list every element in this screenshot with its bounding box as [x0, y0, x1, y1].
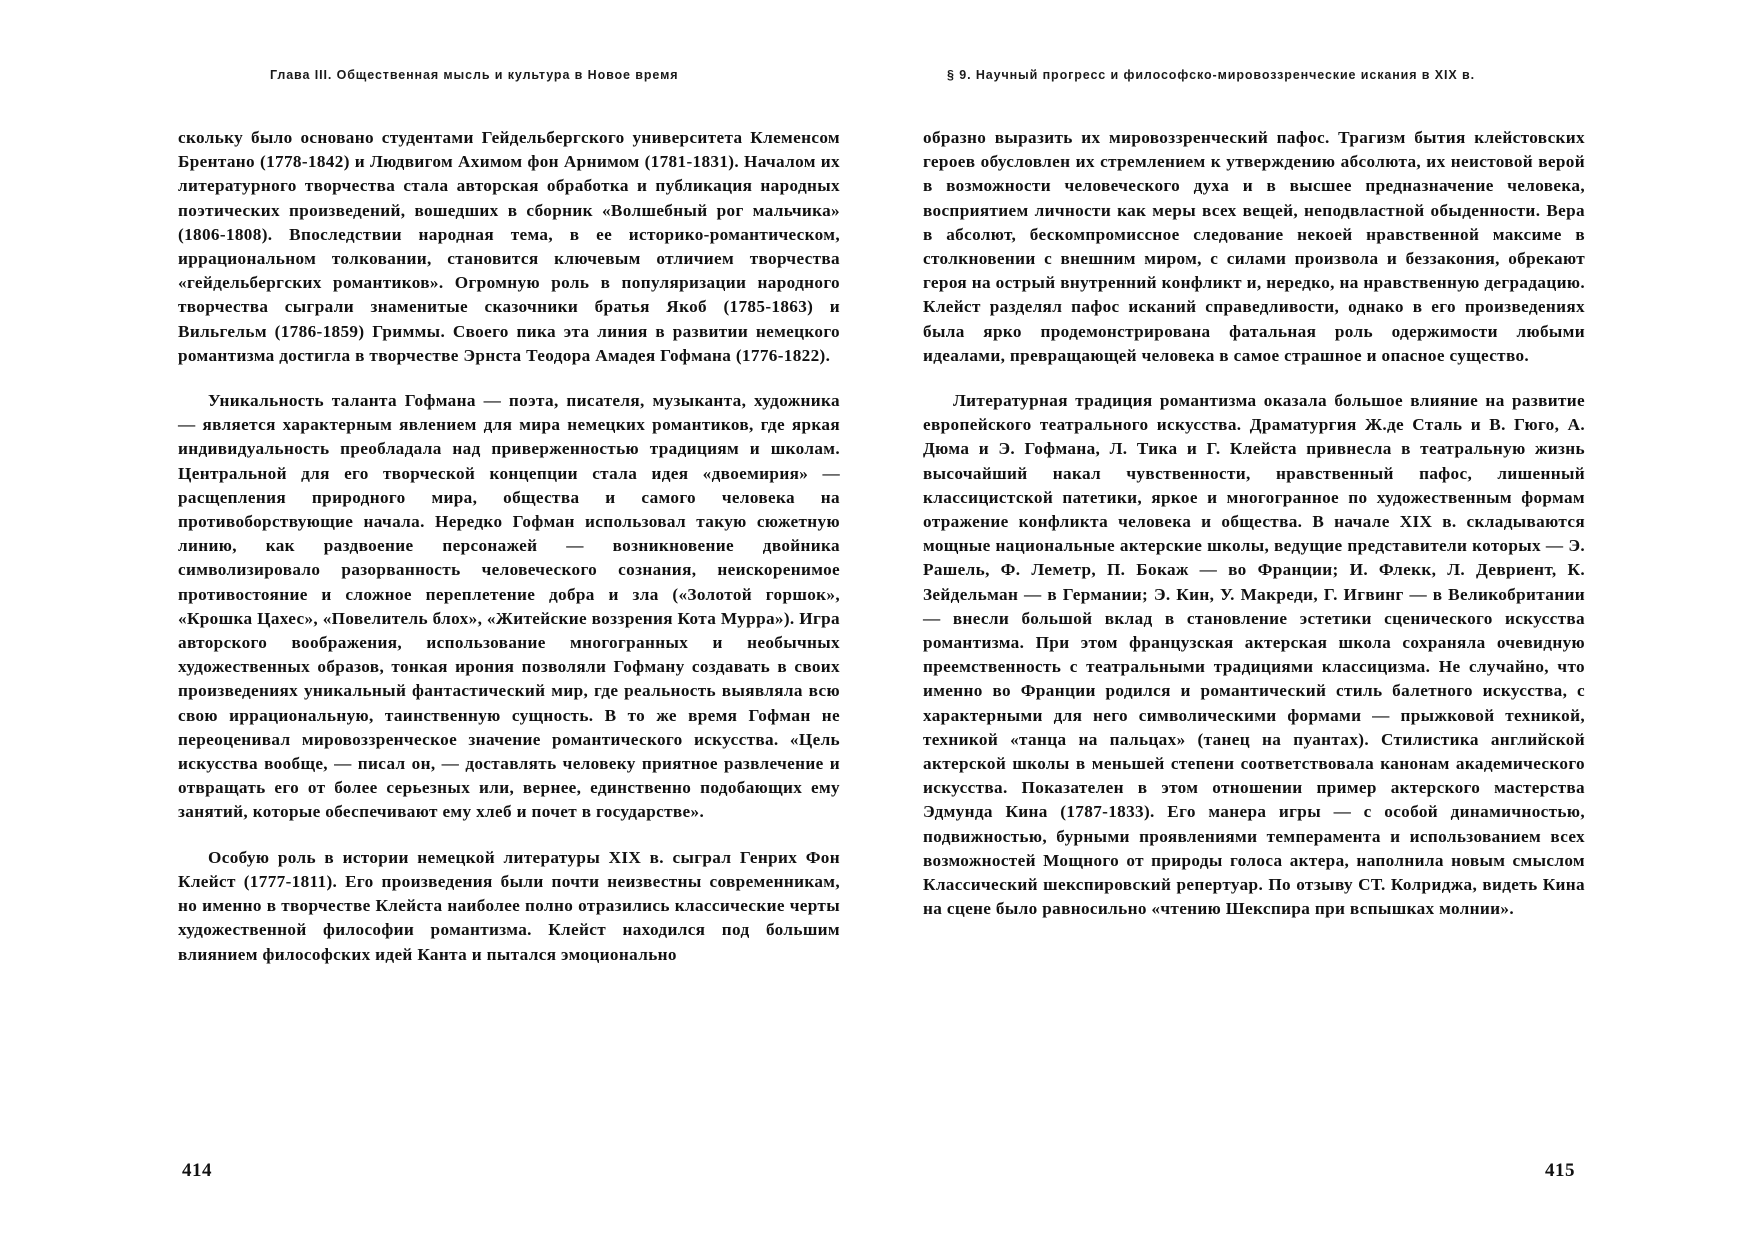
right-page — [877, 0, 1754, 1239]
page-number-right: 415 — [1545, 1160, 1575, 1181]
paragraph: Уникальность таланта Гофмана — поэта, писателя, музыканта, художника — является характерным явлением для мира немецких романтиков, где яркая индивидуальность преобладала над приверженностью традициям и школам. Центральной для его творческой концепции стала идея «двоемирия» — расщепления природного мира, общества и самого человека на противоборствующие начала. Нередко Гофман использовал такую сюжетную линию, как раздвоение персонажей — возникновение двойника символизировало разорванность человеческого сознания, неискоренимое противостояние и сложное переплетение добра и зла («Золотой горшок», «Крошка Цахес», «Повелитель блох», «Житейские воззрения Кота Мурра»). Игра авторского воображения, использование многогранных и необычных художественных образов, тонкая ирония позволяли Гофману создавать в своих произведениях уникальный фантастический мир, где реальность выявляла всю свою иррациональную, таинственную сущность. В то же время Гофман не переоценивал мировоззренческое значение романтического искусства. «Цель искусства вообще, — писал он, — доставлять человеку приятное развлечение и отвращать его от более серьезных или, вернее, единственно подобающих ему занятий, которые обеспечивают ему хлеб и почет в государстве». — [178, 391, 840, 822]
right-page-body — [923, 126, 1585, 943]
paragraph: скольку было основано студентами Гейдельбергского университета Клеменсом Брентано (1778-1842) и Людвигом Ахимом фон Арнимом (1781-1831). Началом их литературного творчества стала авторская обработка и публикация народных поэтических произведений, вошедших в сборник «Волшебный рог мальчика» (1806-1808). Впоследствии народная тема, в ее историко-романтическом, иррациональном толковании, становится ключевым отличием творчества «гейдельбергских романтиков». Огромную роль в популяризации народного творчества сыграли знаменитые сказочники братья Якоб (1785-1863) и Вильгельм (1786-1859) Гриммы. Своего пика эта линия в развитии немецкого романтизма достигла в творчестве Эрнста Теодора Амадея Гофмана (1776-1822). — [178, 128, 840, 365]
paragraph: Литературная традиция романтизма оказала большое влияние на развитие европейского театрального искусства. Драматургия Ж.де Сталь и В. Гюго, А. Дюма и Э. Гофмана, Л. Тика и Г. Клейста привнесла в театральную жизнь высочайший накал чувственности, нравственный пафос, лишенный классицистской патетики, яркое и многогранное по художественным формам отражение конфликта человека и общества. В начале XIX в. складываются мощные национальные актерские школы, ведущие представители которых — Э. Рашель, Ф. Леметр, П. Бокаж — во Франции; И. Флекк, Л. Девриент, К. Зейдельман — в Германии; Э. Кин, У. Макреди, Г. Игвинг — в Великобритании — внесли большой вклад в становление эстетики сценического искусства романтизма. При этом французская актерская школа сохраняла очевидную преемственность с театральными традициями классицизма. Не случайно, что именно во Франции родился и романтический стиль балетного искусства, с характерными для него символическими формами — прыжковой техникой, техникой «танца на пальцах» (танец на пуантах). Стилистика английской актерской школы в меньшей степени соответствовала канонам академического искусства. Показателен в этом отношении пример актерского мастерства Эдмунда Кина (1787-1833). Его манера игры — с особой динамичностью, подвижностью, бурными проявлениями темперамента и использованием всех возможностей Мощного от природы голоса актера, наполнила новым смыслом Классический шекспировский репертуар. По отзыву СТ. Колриджа, видеть Кина на сцене было равносильно «чтению Шекспира при вспышках молнии». — [923, 391, 1585, 919]
paragraph: Особую роль в истории немецкой литературы XIX в. сыграл Генрих Фон Клейст (1777-1811). Его произведения были почти неизвестны современникам, но именно в творчестве Клейста наиболее полно отразились классические черты художественной философии романтизма. Клейст находился под большим влиянием философских идей Канта и пытался эмоционально — [178, 847, 840, 964]
running-head-right: § 9. Научный прогресс и философско-мировоззренческие искания в XIX в. — [947, 68, 1475, 82]
running-head-left: Глава III. Общественная мысль и культура в Новое время — [270, 68, 679, 82]
page-number-left: 414 — [182, 1160, 212, 1181]
left-page-body — [178, 126, 840, 988]
paragraph: образно выразить их мировоззренческий пафос. Трагизм бытия клейстовских героев обусловлен их стремлением к утверждению абсолюта, их неистовой верой в возможности человеческого духа и в высшее предназначение человека, восприятием личности как меры всех вещей, неподвластной обыденности. Вера в абсолют, бескомпромиссное следование некоей нравственной максиме в столкновении с внешним миром, с силами произвола и беззакония, обрекают героя на острый внутренний конфликт и, нередко, на нравственную деградацию. Клейст разделял пафос исканий справедливости, однако в его произведениях была ярко продемонстрирована фатальная роль одержимости любыми идеалами, превращающей человека в самое страшное и опасное существо. — [923, 128, 1585, 365]
